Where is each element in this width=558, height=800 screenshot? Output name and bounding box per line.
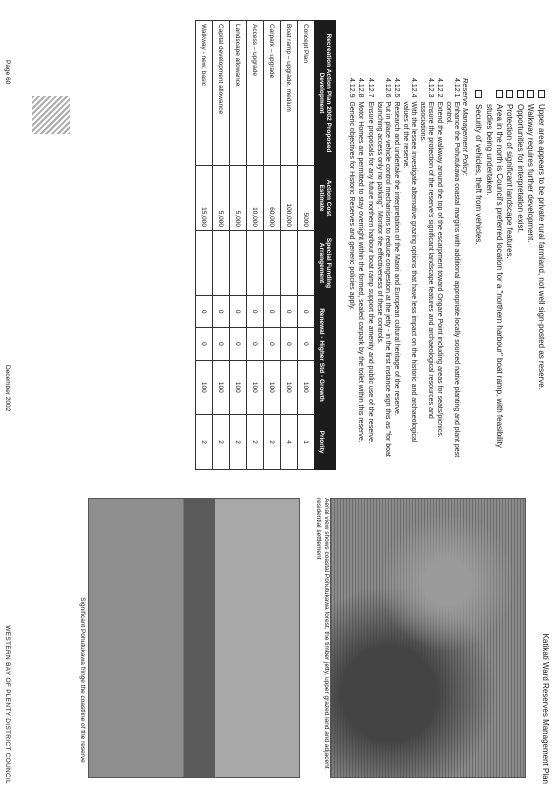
footer-date: December 2002 xyxy=(4,365,11,412)
policy-item: 4.12.8 Motor Homes are permitted to stay overnight within the formed, sealed carpark by the toilet within this reserve. xyxy=(357,78,365,443)
bullet-item: Upper area appears to be private rural farmland, not well sign-posted as reserve. xyxy=(536,90,546,450)
header-special-funding: Special Funding Arrangement xyxy=(315,231,336,296)
table-row: Concept Plan 5000 0 0 100 1 xyxy=(298,21,315,470)
header-cost-estimate: Action Cost Estimate xyxy=(315,166,336,231)
bullet-item: Area in the north is Council's preferred location for a "northern harbour" boat ramp, with feasibility studies being undertaken. xyxy=(484,90,503,450)
footer-page-number: Page 60 xyxy=(4,60,11,85)
checkbox-bullet-icon xyxy=(475,90,482,98)
document-header-title: Katikati Ward Reserves Management Plan xyxy=(541,633,550,784)
pohutukawa-photo-caption: Significant Pohutukawa fringe the coastline of the reserve xyxy=(79,597,86,763)
table-row: Landscape allowance 5,000 0 0 100 2 xyxy=(230,21,247,470)
policy-heading: Reserve Management Policy: xyxy=(461,78,470,176)
checkbox-bullet-icon xyxy=(506,90,513,98)
table-row: Walkway - new, basic 15,000 0 0 100 2 xyxy=(196,21,213,470)
table-row: Carpark – upgrade 60,000 0 0 100 2 xyxy=(264,21,281,470)
policy-item: 4.12.9 Generic objectives for Historic Reserves and generic policies apply. xyxy=(348,78,356,310)
policy-item: 4.12.4 With the lessee investigate alternative grazing options that have less impact on the historic and archaeological values of the reserve. xyxy=(401,78,417,443)
pohutukawa-photo-image xyxy=(88,498,300,778)
policy-item: 4.12.2 Extend the walkway around the top of the escarpment toward Ongare Point including areas for seats/picnics. xyxy=(435,78,443,438)
checkbox-bullet-icon xyxy=(496,90,503,98)
aerial-photo-caption: Aerial view shows coastal Pohutukawa forest, the timber jetty, upper grazed land and adjacent residential settlement xyxy=(315,498,330,769)
policy-list xyxy=(346,78,460,458)
policy-item: 4.12.3 Ensure the protection of the reserve's significant landscape features and archaeological resources and associations. xyxy=(418,78,434,419)
policy-item: 4.12.5 Research and undertake the interpretation of the Maori and European cultural heritage of the reserve. xyxy=(392,78,400,416)
bullet-item: Walkway requires further development. xyxy=(526,90,536,450)
header-renewal-higher-std-growth: Renewal - Higher Std - Growth xyxy=(315,296,336,415)
issues-bullet-list xyxy=(473,90,546,450)
scan-artifact-mark xyxy=(32,96,70,134)
table-row: Access – upgrade 10,000 0 0 100 2 xyxy=(247,21,264,470)
checkbox-bullet-icon xyxy=(517,90,524,98)
checkbox-bullet-icon xyxy=(527,90,534,98)
header-priority: Priority xyxy=(315,415,336,470)
header-proposed-development: Recreation Action Plan 2002 Proposed Development xyxy=(315,21,336,166)
bullet-item: Security of vehicles, theft from vehicles. xyxy=(474,90,484,450)
aerial-photo-image xyxy=(330,498,526,778)
bullet-item: Protection of significant landscape features. xyxy=(505,90,515,450)
policy-item: 4.12.6 Put in place vehicle control mechanisms to reduce congestion at the jetty - in the first instance sign this as "for boat launching access only no parking". Monitor the effectiveness of these controls. xyxy=(375,78,391,457)
policy-item: 4.12.1 Enhance the Pohutukawa coastal margins with additional appropriate locally sourced native planting and plant pest control. xyxy=(444,78,460,458)
table-row: Boat ramp – upgrade, medium 100,000 0 0 100 4 xyxy=(281,21,298,470)
table-row: Capital development allowance 5,000 0 0 100 2 xyxy=(213,21,230,470)
checkbox-bullet-icon xyxy=(538,90,545,98)
policy-item: 4.12.7 Ensure proposals for any future northern harbour boat ramp support the amenity and public use of the reserve. xyxy=(366,78,374,444)
footer-council-name: WESTERN BAY OF PLENTY DISTRICT COUNCIL xyxy=(4,625,11,784)
recreation-action-plan-table xyxy=(195,20,336,470)
bullet-item: Opportunities for interpretation exist. xyxy=(515,90,525,450)
table-header-row xyxy=(315,21,336,470)
